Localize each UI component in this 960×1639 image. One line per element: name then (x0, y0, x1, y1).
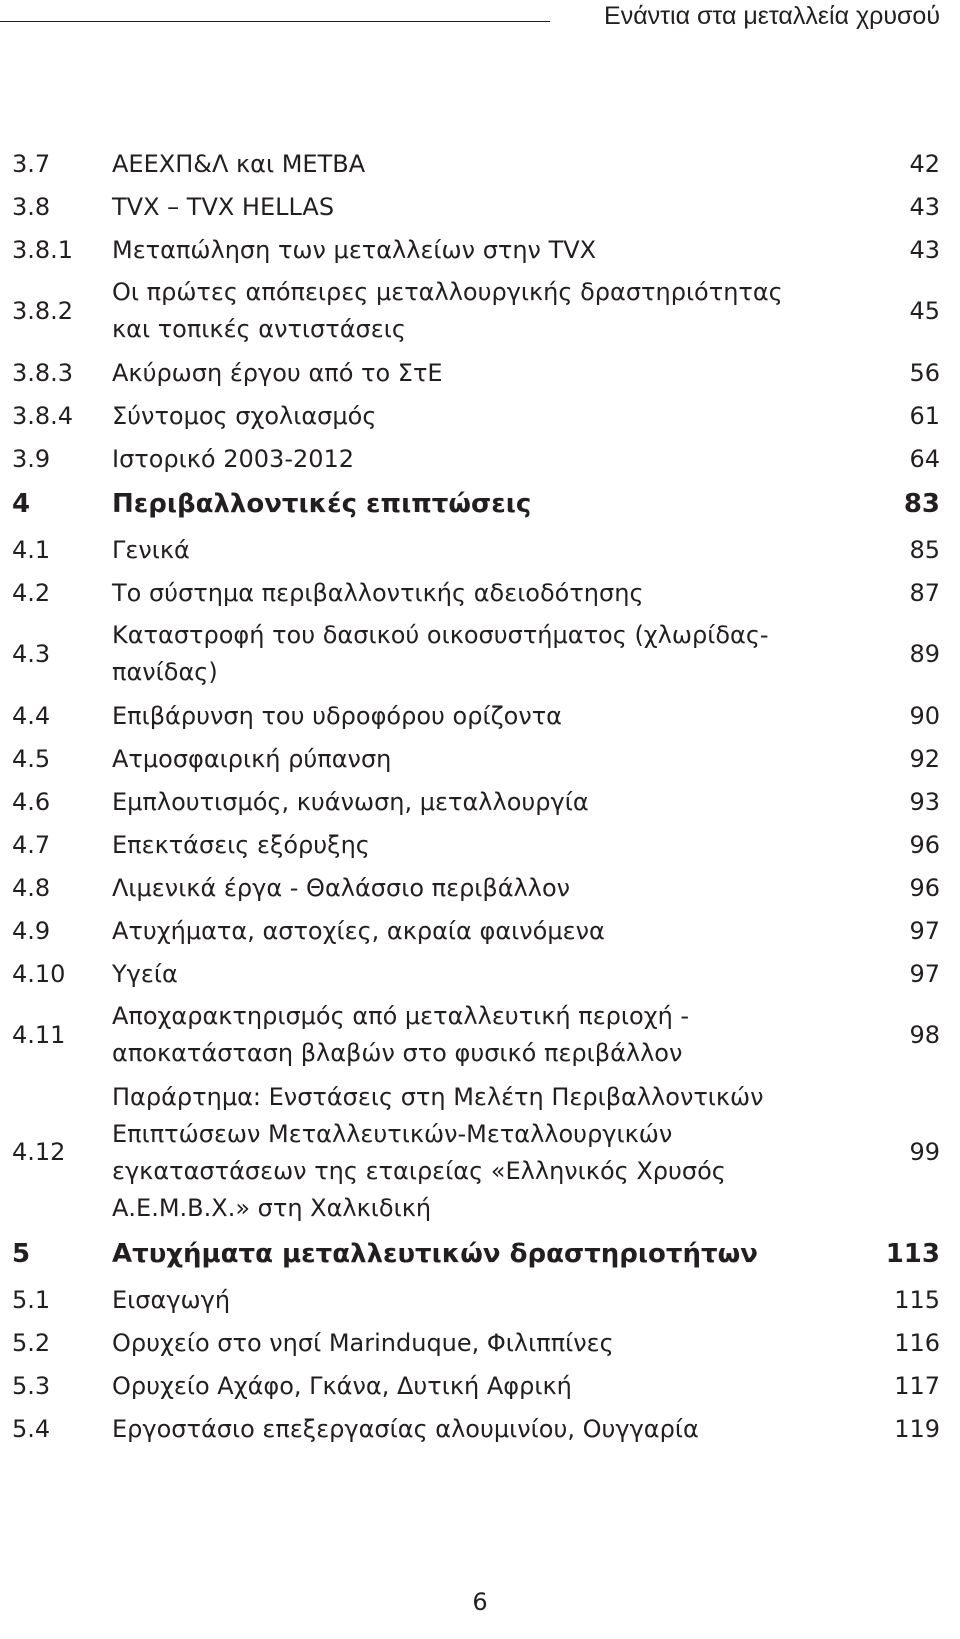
toc-entry-page: 64 (909, 444, 940, 473)
toc-entry-title (112, 574, 832, 612)
toc-entry-page: 85 (909, 535, 940, 564)
toc-entry-number: 4.10 (12, 959, 66, 988)
toc-entry-page: 87 (909, 578, 940, 607)
toc-entry-title (112, 440, 832, 478)
toc-entry-title (112, 1281, 832, 1319)
toc-entry-title-line: Ορυχείο Αχάφο, Γκάνα, Δυτική Αφρική (112, 1371, 572, 1400)
toc-entry-number: 4.2 (12, 578, 51, 607)
toc-row (12, 1075, 940, 1230)
toc-entry-number: 3.8.4 (12, 401, 74, 430)
toc-row (12, 909, 940, 952)
toc-entry-page: 96 (909, 873, 940, 902)
toc-entry-title-line: Επιβάρυνση του υδροφόρου ορίζοντα (112, 701, 562, 730)
toc-row (12, 1278, 940, 1321)
toc-entry-number: 3.9 (12, 444, 51, 473)
toc-entry-title-line: Ιστορικό 2003-2012 (112, 444, 355, 473)
toc-chapter-row (12, 480, 940, 528)
toc-entry-title-line: Γενικά (112, 535, 190, 564)
toc-entry-page: 56 (909, 358, 940, 387)
toc-entry-number: 4.6 (12, 787, 51, 816)
toc-entry-title-line: Εργοστάσιο επεξεργασίας αλουμινίου, Ουγγαρία (112, 1414, 699, 1443)
toc-entry-title (112, 826, 832, 864)
toc-entry-title-line: Οι πρώτες απόπειρες μεταλλουργικής δραστηριότητας (112, 278, 783, 306)
toc-entry-number: 3.8.3 (12, 358, 74, 387)
toc-entry-page: 61 (909, 401, 940, 430)
toc-entry-page: 97 (909, 916, 940, 945)
toc-entry-title-line: Ορυχείο στο νησί Marinduque, Φιλιππίνες (112, 1328, 614, 1357)
toc-entry-number: 4 (12, 489, 31, 519)
toc-row (12, 271, 940, 351)
toc-entry-page: 83 (903, 489, 940, 519)
toc-entry-title (112, 531, 832, 569)
toc-entry-number: 3.7 (12, 149, 51, 178)
toc-entry-page: 97 (909, 959, 940, 988)
toc-entry-title-line: Μεταπώληση των μεταλλείων στην TVX (112, 235, 597, 264)
toc-entry-number: 4.7 (12, 830, 51, 859)
toc-entry-title-line: Παράρτημα: Ενστάσεις στη Μελέτη Περιβαλλοντικών (112, 1082, 764, 1111)
toc-entry-page: 119 (894, 1414, 940, 1443)
toc-entry-title (112, 1079, 832, 1227)
toc-entry-title-line: Επιπτώσεων Μεταλλευτικών-Μεταλλουργικών (112, 1119, 673, 1148)
toc-entry-title-line: Ατυχήματα, αστοχίες, ακραία φαινόμενα (112, 916, 605, 945)
toc-entry-title (112, 617, 832, 691)
toc-entry-title-line: πανίδας) (112, 658, 218, 686)
toc-entry-title-line: ΑΕΕΧΠ&Λ και ΜΕΤΒΑ (112, 149, 366, 178)
toc-entry-page: 117 (894, 1371, 940, 1400)
toc-entry-title-line: αποκατάσταση βλαβών στο φυσικό περιβάλλον (112, 1039, 683, 1067)
toc-entry-title-line: TVX – TVX HELLAS (112, 192, 335, 221)
toc-entry-page: 45 (909, 296, 940, 325)
toc-entry-page: 42 (909, 149, 940, 178)
running-header (0, 0, 960, 40)
toc-entry-title (112, 740, 832, 778)
toc-row (12, 1407, 940, 1450)
toc-entry-number: 4.3 (12, 639, 51, 668)
toc-row (12, 437, 940, 480)
toc-entry-page: 113 (885, 1239, 940, 1269)
toc-entry-title-line: Σύντομος σχολιασμός (112, 401, 377, 430)
toc-entry-title (112, 955, 832, 993)
toc-row (12, 823, 940, 866)
toc-entry-title-line: Αποχαρακτηρισμός από μεταλλευτική περιοχή - (112, 1002, 690, 1030)
toc-entry-page: 99 (909, 1138, 940, 1166)
toc-entry-title-line: Εμπλουτισμός, κυάνωση, μεταλλουργία (112, 787, 589, 816)
toc-row (12, 228, 940, 271)
toc-entry-title (112, 231, 832, 269)
toc-entry-number: 4.9 (12, 916, 51, 945)
toc-entry-page: 115 (894, 1285, 940, 1314)
toc-entry-title (112, 912, 832, 950)
toc-entry-title (112, 485, 832, 523)
toc-entry-title-line: Λιμενικά έργα - Θαλάσσιο περιβάλλον (112, 873, 571, 902)
toc-row (12, 995, 940, 1075)
toc-entry-title (112, 1235, 832, 1273)
toc-row (12, 737, 940, 780)
toc-entry-number: 4.4 (12, 701, 51, 730)
toc-chapter-row (12, 1230, 940, 1278)
toc-row (12, 614, 940, 694)
toc-entry-title (112, 1367, 832, 1405)
toc-entry-page: 43 (909, 192, 940, 221)
toc-entry-title-line: Υγεία (112, 959, 178, 988)
toc-entry-title (112, 145, 832, 183)
toc-entry-title-line: Εισαγωγή (112, 1285, 231, 1314)
toc-entry-page: 116 (894, 1328, 940, 1357)
toc-row (12, 394, 940, 437)
toc-row (12, 952, 940, 995)
toc-entry-title-line: Ατυχήματα μεταλλευτικών δραστηριοτήτων (112, 1239, 758, 1269)
toc-entry-page: 98 (909, 1020, 940, 1049)
toc-entry-number: 4.8 (12, 873, 51, 902)
page-number: 6 (472, 1588, 488, 1616)
toc-entry-title (112, 354, 832, 392)
toc-entry-title-line: Ακύρωση έργου από το ΣτΕ (112, 358, 443, 387)
toc-entry-title-line: Το σύστημα περιβαλλοντικής αδειοδότησης (112, 578, 644, 607)
toc-entry-title-line: Επεκτάσεις εξόρυξης (112, 830, 370, 859)
toc-entry-title (112, 869, 832, 907)
toc-entry-number: 4.12 (12, 1138, 66, 1166)
toc-entry-title-line: εγκαταστάσεων της εταιρείας «Ελληνικός Χρυσός (112, 1156, 726, 1185)
toc-entry-page: 96 (909, 830, 940, 859)
toc-entry-page: 90 (909, 701, 940, 730)
toc-row (12, 571, 940, 614)
table-of-contents (12, 142, 940, 1450)
toc-entry-page: 92 (909, 744, 940, 773)
toc-entry-page: 93 (909, 787, 940, 816)
toc-entry-number: 5.3 (12, 1371, 51, 1400)
toc-entry-title (112, 783, 832, 821)
toc-entry-title-line: Ατμοσφαιρική ρύπανση (112, 744, 392, 773)
header-rule (0, 21, 550, 22)
toc-row (12, 694, 940, 737)
toc-row (12, 1364, 940, 1407)
toc-entry-number: 4.1 (12, 535, 51, 564)
toc-row (12, 866, 940, 909)
toc-entry-title (112, 188, 832, 226)
toc-entry-page: 89 (909, 639, 940, 668)
toc-entry-number: 3.8.2 (12, 296, 74, 325)
toc-entry-number: 4.11 (12, 1020, 66, 1049)
toc-entry-title-line: και τοπικές αντιστάσεις (112, 315, 406, 343)
toc-row (12, 528, 940, 571)
toc-entry-page: 43 (909, 235, 940, 264)
toc-row (12, 1321, 940, 1364)
toc-row (12, 780, 940, 823)
toc-entry-number: 4.5 (12, 744, 51, 773)
toc-row (12, 185, 940, 228)
toc-entry-title-line: Περιβαλλοντικές επιπτώσεις (112, 489, 532, 519)
toc-entry-number: 5 (12, 1239, 31, 1269)
toc-row (12, 351, 940, 394)
toc-entry-title (112, 697, 832, 735)
toc-entry-number: 5.1 (12, 1285, 51, 1314)
toc-entry-number: 5.2 (12, 1328, 51, 1357)
toc-entry-title (112, 397, 832, 435)
toc-entry-title (112, 998, 832, 1072)
toc-entry-title-line: Α.Ε.Μ.Β.Χ.» στη Χαλκιδική (112, 1193, 432, 1222)
toc-entry-number: 5.4 (12, 1414, 51, 1443)
toc-entry-number: 3.8 (12, 192, 51, 221)
toc-entry-title (112, 274, 832, 348)
toc-entry-title (112, 1410, 832, 1448)
toc-entry-title-line: Καταστροφή του δασικού οικοσυστήματος (χλωρίδας- (112, 621, 769, 649)
toc-entry-title (112, 1324, 832, 1362)
toc-row (12, 142, 940, 185)
header-title: Ενάντια στα μεταλλεία χρυσού (604, 2, 940, 30)
toc-entry-number: 3.8.1 (12, 235, 74, 264)
